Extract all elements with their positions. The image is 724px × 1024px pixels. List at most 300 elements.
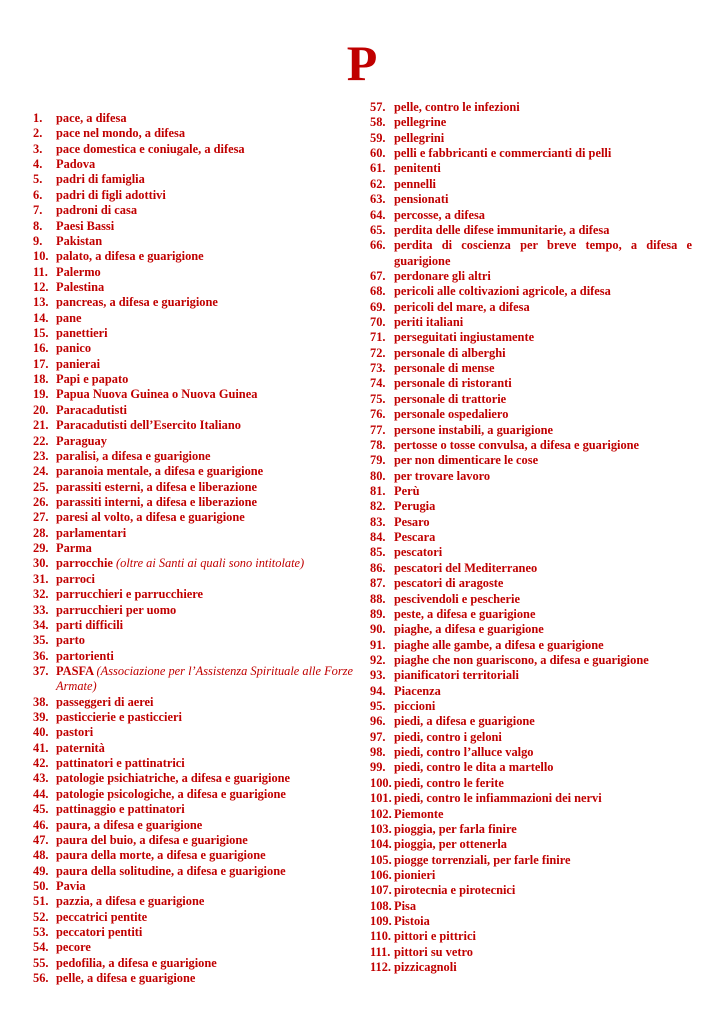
item-number: 79. — [370, 453, 386, 468]
item-text-block — [56, 910, 353, 925]
item-text-block — [394, 515, 692, 530]
item-number: 13. — [33, 295, 49, 310]
item-text: pizzicagnoli — [394, 960, 457, 975]
item-number: 112. — [370, 960, 391, 975]
item-text-block — [394, 561, 692, 576]
item-number: 76. — [370, 407, 386, 422]
list-item — [370, 899, 692, 914]
item-text-block — [56, 572, 353, 587]
item-number: 72. — [370, 345, 386, 360]
item-number: 63. — [370, 192, 386, 207]
item-text-block — [56, 311, 353, 326]
list-item — [370, 714, 692, 729]
item-number: 80. — [370, 468, 386, 483]
item-text: parroci — [56, 571, 95, 586]
item-text-block — [56, 695, 353, 710]
item-text: Paraguay — [56, 433, 107, 448]
item-text-block — [394, 453, 692, 468]
item-text-block — [394, 346, 692, 361]
item-text: pecore — [56, 940, 91, 955]
list-item — [33, 649, 353, 664]
item-text: peccatori pentiti — [56, 925, 143, 940]
item-text-block — [56, 111, 353, 126]
item-text: piogge torrenziali, per farle finire — [394, 852, 571, 867]
list-item — [33, 633, 353, 648]
list-item — [33, 341, 353, 356]
item-number: 53. — [33, 925, 49, 940]
item-number: 38. — [33, 694, 49, 709]
item-number: 16. — [33, 341, 49, 356]
item-text-block — [56, 234, 353, 249]
item-number: 10. — [33, 249, 49, 264]
list-item — [33, 265, 353, 280]
list-item — [33, 879, 353, 894]
item-text-block — [394, 699, 692, 714]
item-text-block — [394, 638, 692, 653]
item-text: pertosse o tosse convulsa, a difesa e guarigione — [394, 437, 640, 452]
item-text-block — [56, 249, 353, 264]
list-item — [33, 526, 353, 541]
list-item — [370, 653, 692, 668]
item-text: Papua Nuova Guinea o Nuova Guinea — [56, 387, 258, 402]
item-text-block — [394, 177, 692, 192]
item-number: 56. — [33, 971, 49, 986]
item-text: Papi e papato — [56, 372, 129, 387]
list-item — [370, 822, 692, 837]
item-number: 11. — [33, 264, 48, 279]
item-text: peste, a difesa e guarigione — [394, 606, 536, 621]
item-text-block — [56, 434, 353, 449]
item-number: 90. — [370, 622, 386, 637]
item-text: Pistoia — [394, 914, 430, 929]
item-text: Pavia — [56, 878, 86, 893]
list-item — [33, 556, 353, 571]
item-number: 9. — [33, 233, 43, 248]
list-item — [370, 407, 692, 422]
item-number: 60. — [370, 146, 386, 161]
item-number: 57. — [370, 100, 386, 114]
item-text: paternità — [56, 740, 105, 755]
item-text: perdita delle difese immunitarie, a difesa — [394, 222, 610, 237]
list-item — [33, 618, 353, 633]
item-text: pianificatori territoriali — [394, 668, 519, 683]
item-text: padri di figli adottivi — [56, 187, 166, 202]
item-number: 3. — [33, 141, 43, 156]
list-item — [33, 480, 353, 495]
list-item — [33, 603, 353, 618]
item-text: piaghe, a difesa e guarigione — [394, 622, 544, 637]
item-text: padroni di casa — [56, 203, 138, 218]
item-number: 34. — [33, 617, 49, 632]
item-text-block — [56, 480, 353, 495]
list-item — [370, 530, 692, 545]
item-number: 92. — [370, 652, 386, 667]
item-number: 12. — [33, 279, 49, 294]
item-text-block — [394, 484, 692, 499]
item-number: 54. — [33, 940, 49, 955]
item-number: 20. — [33, 402, 49, 417]
list-item — [33, 510, 353, 525]
item-text: pioggia, per ottenerla — [394, 837, 507, 852]
item-text-block — [394, 622, 692, 637]
item-number: 26. — [33, 494, 49, 509]
list-item — [370, 469, 692, 484]
list-item — [33, 710, 353, 725]
item-text-block — [394, 423, 692, 438]
item-number: 96. — [370, 714, 386, 729]
item-text: PASFA — [56, 663, 94, 678]
item-text-block — [56, 925, 353, 940]
item-number: 71. — [370, 330, 386, 345]
list-item — [33, 126, 353, 141]
list-item — [33, 894, 353, 909]
item-text-block — [56, 265, 353, 280]
list-item — [370, 300, 692, 315]
item-number: 28. — [33, 525, 49, 540]
item-text-block — [394, 853, 692, 868]
item-number: 7. — [33, 203, 43, 218]
item-text: personale di ristoranti — [394, 376, 512, 391]
list-item — [370, 592, 692, 607]
item-text: pirotecnia e pirotecnici — [394, 883, 516, 898]
item-text: patologie psichiatriche, a difesa e guarigione — [56, 771, 291, 786]
item-text-block — [56, 510, 353, 525]
item-number: 78. — [370, 437, 386, 452]
list-item — [370, 853, 692, 868]
item-text: perdonare gli altri — [394, 268, 491, 283]
item-text-block — [56, 172, 353, 187]
list-item — [33, 572, 353, 587]
item-number: 33. — [33, 602, 49, 617]
item-number: 68. — [370, 284, 386, 299]
item-text-block — [394, 730, 692, 745]
item-text: pescatori di aragoste — [394, 576, 504, 591]
item-text-block — [56, 756, 353, 771]
item-number: 31. — [33, 571, 49, 586]
list-item — [370, 515, 692, 530]
list-item — [33, 864, 353, 879]
item-number: 35. — [33, 633, 49, 648]
item-number: 81. — [370, 483, 386, 498]
list-item — [33, 587, 353, 602]
item-number: 97. — [370, 729, 386, 744]
item-text-block — [394, 745, 692, 760]
item-text-block — [394, 300, 692, 315]
list-item — [33, 234, 353, 249]
list-item — [370, 330, 692, 345]
list-item — [33, 434, 353, 449]
item-number: 29. — [33, 541, 49, 556]
item-number: 8. — [33, 218, 43, 233]
list-item — [33, 725, 353, 740]
item-text: pittori e pittrici — [394, 929, 476, 944]
item-text: piaghe che non guariscono, a difesa e guarigione — [394, 652, 649, 667]
item-text: Pakistan — [56, 233, 103, 248]
item-text-block — [56, 818, 353, 833]
item-text-block — [56, 710, 353, 725]
item-text: pattinatori e pattinatrici — [56, 756, 185, 771]
item-text-block — [394, 807, 692, 822]
list-item — [370, 438, 692, 453]
item-number: 17. — [33, 356, 49, 371]
item-text: Parma — [56, 541, 92, 556]
item-text: patologie psicologiche, a difesa e guarigione — [56, 786, 286, 801]
list-item — [370, 499, 692, 514]
item-text-block — [56, 940, 353, 955]
list-item — [33, 664, 353, 695]
item-number: 101. — [370, 791, 392, 806]
entry-list-right — [370, 100, 692, 975]
item-number: 52. — [33, 909, 49, 924]
item-text-block — [394, 376, 692, 391]
item-number: 58. — [370, 115, 386, 130]
item-number: 55. — [33, 955, 49, 970]
item-text: paresi al volto, a difesa e guarigione — [56, 510, 245, 525]
list-item — [370, 638, 692, 653]
item-text-block — [394, 469, 692, 484]
list-item — [33, 357, 353, 372]
item-text-block — [56, 280, 353, 295]
item-text-block — [56, 188, 353, 203]
item-number: 39. — [33, 710, 49, 725]
item-text-block — [394, 438, 692, 453]
item-number: 105. — [370, 852, 392, 867]
list-item — [370, 284, 692, 299]
list-item — [370, 561, 692, 576]
item-text: piedi, contro le infiammazioni dei nervi — [394, 791, 602, 806]
item-number: 32. — [33, 587, 49, 602]
item-text: pazzia, a difesa e guarigione — [56, 894, 205, 909]
list-item — [33, 203, 353, 218]
list-item — [370, 960, 692, 975]
item-number: 69. — [370, 299, 386, 314]
item-text: palato, a difesa e guarigione — [56, 249, 204, 264]
item-text: per non dimenticare le cose — [394, 453, 539, 468]
item-number: 30. — [33, 556, 49, 571]
item-text-block — [394, 914, 692, 929]
item-text: pelle, a difesa e guarigione — [56, 971, 196, 986]
list-item — [370, 146, 692, 161]
list-item — [370, 914, 692, 929]
item-text-block — [56, 741, 353, 756]
item-text-block — [56, 372, 353, 387]
item-number: 66. — [370, 238, 386, 253]
item-number: 88. — [370, 591, 386, 606]
list-item — [370, 699, 692, 714]
item-text: Piemonte — [394, 806, 444, 821]
item-number: 110. — [370, 929, 391, 944]
list-item — [370, 745, 692, 760]
list-item — [33, 219, 353, 234]
item-text: piccioni — [394, 699, 436, 714]
list-item — [33, 495, 353, 510]
item-text: parrocchie — [56, 556, 113, 571]
item-text: pellegrine — [394, 115, 447, 130]
item-number: 4. — [33, 157, 43, 172]
item-number: 43. — [33, 771, 49, 786]
item-text-block — [394, 161, 692, 176]
item-number: 82. — [370, 499, 386, 514]
item-number: 77. — [370, 422, 386, 437]
item-text-block — [56, 541, 353, 556]
item-number: 74. — [370, 376, 386, 391]
list-item — [33, 157, 353, 172]
item-text-block — [394, 776, 692, 791]
item-text: pedofilia, a difesa e guarigione — [56, 955, 217, 970]
item-number: 100. — [370, 775, 392, 790]
item-text: pelle, contro le infezioni — [394, 100, 520, 114]
item-number: 25. — [33, 479, 49, 494]
item-number: 106. — [370, 867, 392, 882]
item-number: 15. — [33, 326, 49, 341]
list-item — [370, 484, 692, 499]
list-item — [370, 208, 692, 223]
page-letter-heading: P — [346, 35, 378, 91]
item-text: percosse, a difesa — [394, 207, 485, 222]
item-text: paura del buio, a difesa e guarigione — [56, 832, 248, 847]
item-number: 93. — [370, 668, 386, 683]
list-item — [370, 223, 692, 238]
item-text: parassiti esterni, a difesa e liberazione — [56, 479, 257, 494]
item-text: panierai — [56, 356, 101, 371]
list-item — [370, 269, 692, 284]
item-number: 40. — [33, 725, 49, 740]
item-text: Padova — [56, 157, 96, 172]
item-number: 21. — [33, 418, 49, 433]
item-text-block — [56, 157, 353, 172]
item-text-block — [394, 684, 692, 699]
item-number: 73. — [370, 361, 386, 376]
item-number: 99. — [370, 760, 386, 775]
item-text: parassiti interni, a difesa e liberazione — [56, 494, 257, 509]
item-text-block — [394, 868, 692, 883]
item-text: perseguitati ingiustamente — [394, 330, 535, 345]
list-item — [33, 249, 353, 264]
item-number: 61. — [370, 161, 386, 176]
item-text-block — [56, 894, 353, 909]
list-item — [370, 730, 692, 745]
item-text: pace nel mondo, a difesa — [56, 126, 186, 141]
list-item — [370, 376, 692, 391]
item-text-block — [56, 326, 353, 341]
item-text: persone instabili, a guarigione — [394, 422, 554, 437]
item-text: piedi, contro le ferite — [394, 775, 504, 790]
item-text: pelli e fabbricanti e commercianti di pelli — [394, 146, 612, 161]
list-item — [370, 760, 692, 775]
item-number: 36. — [33, 648, 49, 663]
item-text: padri di famiglia — [56, 172, 145, 187]
item-text: perdita di coscienza per breve tempo, a difesa e guarigione — [394, 238, 692, 268]
list-item — [370, 684, 692, 699]
item-text: parto — [56, 633, 85, 648]
item-text-block — [394, 192, 692, 207]
item-text-block — [56, 971, 353, 986]
item-text: piedi, contro i geloni — [394, 729, 502, 744]
list-item — [370, 607, 692, 622]
item-text: Palestina — [56, 279, 105, 294]
item-number: 42. — [33, 756, 49, 771]
item-text-block — [56, 464, 353, 479]
item-text-block — [394, 668, 692, 683]
item-text: pellegrini — [394, 130, 445, 145]
item-text-block — [394, 883, 692, 898]
item-text-block — [56, 387, 353, 402]
item-text-block — [394, 284, 692, 299]
item-number: 46. — [33, 817, 49, 832]
item-text: Paracadutisti dell’Esercito Italiano — [56, 418, 241, 433]
list-item — [370, 192, 692, 207]
item-text-block — [394, 653, 692, 668]
item-number: 65. — [370, 222, 386, 237]
item-number: 18. — [33, 372, 49, 387]
item-text-block — [56, 495, 353, 510]
list-item — [370, 668, 692, 683]
list-item — [33, 311, 353, 326]
list-item — [33, 172, 353, 187]
item-number: 102. — [370, 806, 392, 821]
item-text-block — [56, 203, 353, 218]
item-text-block — [394, 791, 692, 806]
item-text-block — [56, 649, 353, 664]
item-text-block — [394, 499, 692, 514]
item-text: Palermo — [56, 264, 101, 279]
item-text-block — [394, 146, 692, 161]
item-text: penitenti — [394, 161, 441, 176]
list-item — [370, 945, 692, 960]
item-number: 86. — [370, 560, 386, 575]
list-item — [370, 315, 692, 330]
item-text: pane — [56, 310, 82, 325]
item-text-block — [56, 142, 353, 157]
item-text: paralisi, a difesa e guarigione — [56, 448, 211, 463]
item-number: 103. — [370, 821, 392, 836]
item-text: pescivendoli e pescherie — [394, 591, 520, 606]
item-number: 109. — [370, 914, 392, 929]
item-text-block — [394, 330, 692, 345]
item-text-block — [394, 592, 692, 607]
item-number: 37. — [33, 663, 49, 678]
list-item — [370, 791, 692, 806]
list-item — [33, 695, 353, 710]
list-item — [370, 776, 692, 791]
item-text-block — [56, 771, 353, 786]
item-text: panico — [56, 341, 92, 356]
item-number: 70. — [370, 315, 386, 330]
item-text: paura della morte, a difesa e guarigione — [56, 848, 266, 863]
list-item — [33, 387, 353, 402]
list-item — [33, 295, 353, 310]
list-item — [370, 453, 692, 468]
item-text: pancreas, a difesa e guarigione — [56, 295, 218, 310]
item-text-block — [56, 802, 353, 817]
item-number: 62. — [370, 176, 386, 191]
item-text-block — [56, 879, 353, 894]
list-item — [370, 131, 692, 146]
list-item — [370, 423, 692, 438]
list-item — [33, 326, 353, 341]
item-text-block — [394, 269, 692, 284]
item-text: pioggia, per farla finire — [394, 821, 517, 836]
item-text-block — [394, 545, 692, 560]
item-number: 87. — [370, 576, 386, 591]
item-number: 75. — [370, 391, 386, 406]
list-item — [33, 818, 353, 833]
item-text-block — [56, 787, 353, 802]
item-number: 94. — [370, 683, 386, 698]
list-item — [370, 100, 692, 115]
list-item — [33, 802, 353, 817]
item-text-block — [56, 864, 353, 879]
